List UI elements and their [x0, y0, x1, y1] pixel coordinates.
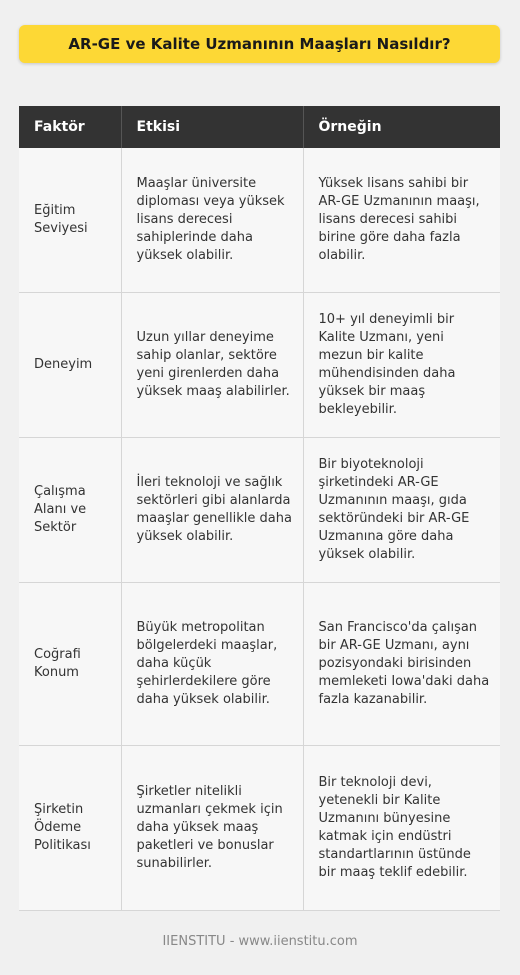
column-header-factor: Faktör [19, 106, 121, 148]
column-header-effect: Etkisi [121, 106, 303, 148]
factor-cell: Eğitim Seviyesi [19, 148, 121, 293]
column-header-example: Örneğin [303, 106, 500, 148]
factor-cell: Şirketin Ödeme Politikası [19, 746, 121, 911]
footer-credit: IIENSTITU - www.iienstitu.com [162, 934, 358, 949]
table-row [19, 438, 500, 583]
example-cell: Yüksek lisans sahibi bir AR-GE Uzmanının maaşı, lisans derecesi sahibi birine göre daha fazla olabilir. [303, 148, 500, 293]
example-cell: San Francisco'da çalışan bir AR-GE Uzmanı, aynı pozisyondaki birisinden memleketi Iowa'daki daha fazla kazanabilir. [303, 583, 500, 746]
table-header-row [19, 106, 500, 148]
effect-cell: Şirketler nitelikli uzmanları çekmek için daha yüksek maaş paketleri ve bonuslar sunabilirler. [121, 746, 303, 911]
table-row [19, 746, 500, 911]
effect-cell: Büyük metropolitan bölgelerdeki maaşlar, daha küçük şehirlerdekilere göre daha yüksek olabilir. [121, 583, 303, 746]
example-cell: 10+ yıl deneyimli bir Kalite Uzmanı, yeni mezun bir kalite mühendisinden daha yüksek bir maaş bekleyebilir. [303, 293, 500, 438]
effect-cell: Uzun yıllar deneyime sahip olanlar, sektöre yeni girenlerden daha yüksek maaş alabilirler. [121, 293, 303, 438]
example-cell: Bir teknoloji devi, yetenekli bir Kalite Uzmanını bünyesine katmak için endüstri standartlarının üstünde bir maaş teklif edebilir. [303, 746, 500, 911]
effect-cell: Maaşlar üniversite diploması veya yüksek lisans derecesi sahiplerinde daha yüksek olabilir. [121, 148, 303, 293]
table-row [19, 148, 500, 293]
effect-cell: İleri teknoloji ve sağlık sektörleri gibi alanlarda maaşlar genellikle daha yüksek olabilir. [121, 438, 303, 583]
example-cell: Bir biyoteknoloji şirketindeki AR-GE Uzmanının maaşı, gıda sektöründeki bir AR-GE Uzmanına göre daha yüksek olabilir. [303, 438, 500, 583]
table-row [19, 293, 500, 438]
factor-cell: Coğrafi Konum [19, 583, 121, 746]
table-row [19, 583, 500, 746]
page-title: AR-GE ve Kalite Uzmanının Maaşları Nasıldır? [68, 35, 451, 53]
factor-cell: Çalışma Alanı ve Sektör [19, 438, 121, 583]
salary-factors-table [19, 106, 500, 911]
factor-cell: Deneyim [19, 293, 121, 438]
title-banner [19, 25, 500, 63]
